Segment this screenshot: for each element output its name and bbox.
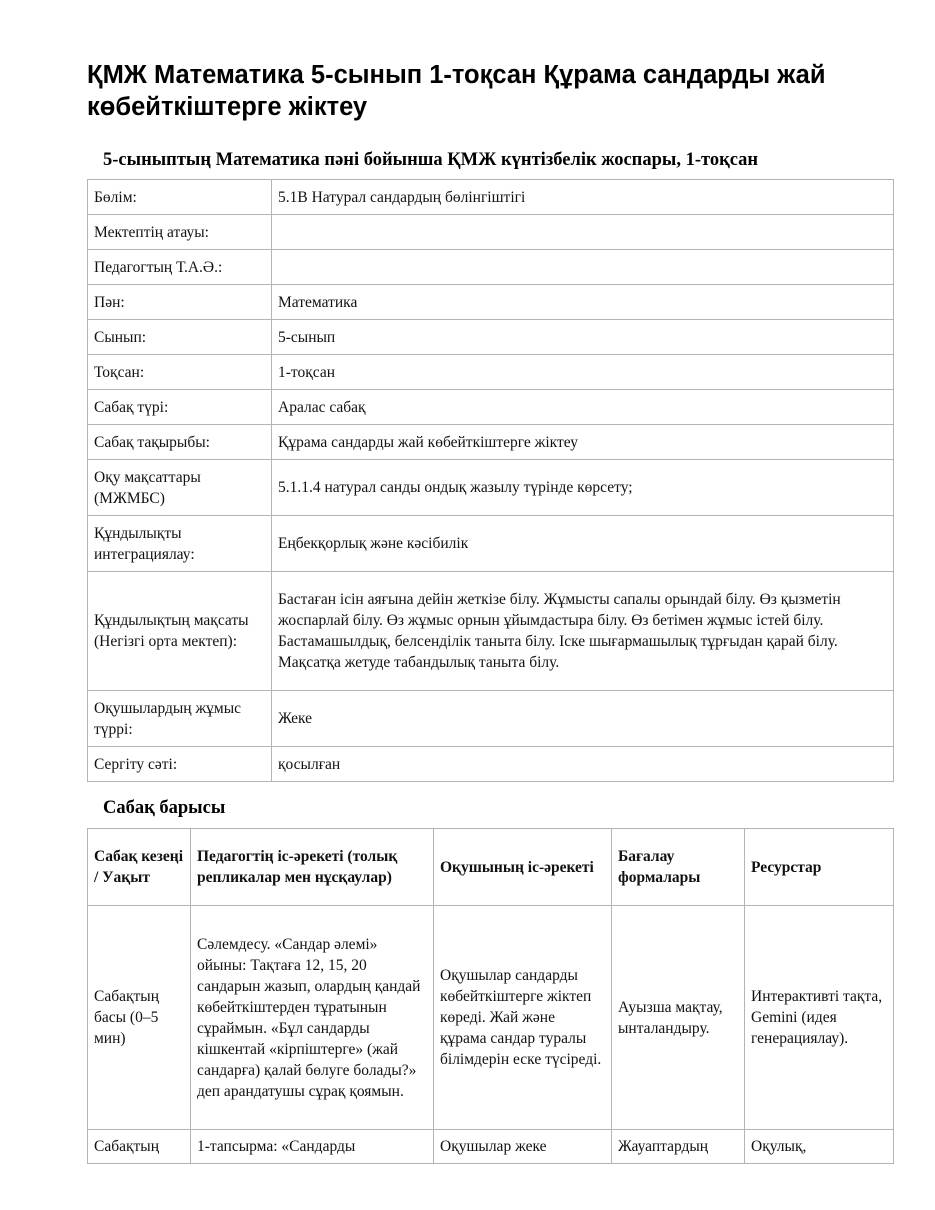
column-header: Оқушының іс-әрекеті: [434, 829, 612, 906]
info-value: 5-сынып: [272, 320, 894, 355]
table-row: [88, 425, 894, 460]
table-row: [88, 180, 894, 215]
table-header-row: [88, 829, 894, 906]
table-cell: 1-тапсырма: «Сандарды: [191, 1130, 434, 1164]
info-value: [272, 215, 894, 250]
table-row: [88, 460, 894, 516]
column-header: Педагогтің іс-әрекеті (толық репликалар мен нұсқаулар): [191, 829, 434, 906]
table-cell: Сабақтың басы (0–5 мин): [88, 906, 191, 1130]
info-label: Мектептің атауы:: [88, 215, 272, 250]
info-label: Сынып:: [88, 320, 272, 355]
info-value: Математика: [272, 285, 894, 320]
info-label: Оқушылардың жұмыс түррі:: [88, 691, 272, 747]
table-row: [88, 390, 894, 425]
info-value: 5.1.1.4 натурал санды ондық жазылу түрінде көрсету;: [272, 460, 894, 516]
info-label: Құндылықты интеграциялау:: [88, 516, 272, 572]
table-cell: Ауызша мақтау, ынталандыру.: [612, 906, 745, 1130]
table-cell: Оқушылар сандарды көбейткіштерге жіктеп көреді. Жай және құрама сандар туралы білімдерін еске түсіреді.: [434, 906, 612, 1130]
info-value: Құрама сандарды жай көбейткіштерге жіктеу: [272, 425, 894, 460]
column-header: Сабақ кезеңі / Уақыт: [88, 829, 191, 906]
info-value: Еңбекқорлық және кәсібилік: [272, 516, 894, 572]
table-row: [88, 691, 894, 747]
info-value: қосылған: [272, 747, 894, 782]
info-value: 1-тоқсан: [272, 355, 894, 390]
info-label: Пән:: [88, 285, 272, 320]
info-value: Бастаған ісін аяғына дейін жеткізе білу. Жұмысты сапалы орындай білу. Өз қызметін жоспарлай білу. Өз жұмыс орнын ұйымдастыра білу. Өз бетімен жұмыс істей білу. Бастамашылдық, белсенділік таныта білу. Іске шығармашылық тұрғыдан қарай білу. Мақсатқа жетуде табандылық таныта білу.: [272, 572, 894, 691]
info-label: Педагогтың Т.А.Ә.:: [88, 250, 272, 285]
table-cell: Оқулық,: [745, 1130, 894, 1164]
lesson-table: [87, 828, 894, 1164]
info-value: 5.1В Натурал сандардың бөлінгіштігі: [272, 180, 894, 215]
info-label: Сергіту сәті:: [88, 747, 272, 782]
table-row: [88, 572, 894, 691]
table-row: [88, 747, 894, 782]
info-label: Оқу мақсаттары (МЖМБС): [88, 460, 272, 516]
info-table: [87, 179, 894, 782]
document-title: ҚМЖ Математика 5-сынып 1-тоқсан Құрама сандарды жай көбейткіштерге жіктеу: [87, 61, 826, 121]
column-header: Бағалау формалары: [612, 829, 745, 906]
table-row: [88, 1130, 894, 1164]
info-label: Сабақ түрі:: [88, 390, 272, 425]
info-label: Тоқсан:: [88, 355, 272, 390]
table-cell: Интерактивті тақта, Gemini (идея генерациялау).: [745, 906, 894, 1130]
table-row: [88, 320, 894, 355]
table-row: [88, 355, 894, 390]
info-label: Сабақ тақырыбы:: [88, 425, 272, 460]
lesson-heading: Сабақ барысы: [103, 798, 226, 818]
table-row: [88, 250, 894, 285]
info-value: Жеке: [272, 691, 894, 747]
plan-heading: 5-сыныптың Математика пәні бойынша ҚМЖ күнтізбелік жоспары, 1-тоқсан: [103, 150, 759, 170]
info-label: Бөлім:: [88, 180, 272, 215]
table-cell: Оқушылар жеке: [434, 1130, 612, 1164]
column-header: Ресурстар: [745, 829, 894, 906]
table-cell: Жауаптардың: [612, 1130, 745, 1164]
info-value: [272, 250, 894, 285]
info-label: Құндылықтың мақсаты (Негізгі орта мектеп):: [88, 572, 272, 691]
table-row: [88, 516, 894, 572]
table-cell: Сәлемдесу. «Сандар әлемі» ойыны: Тақтаға 12, 15, 20 сандарын жазып, олардың қандай көбейткіштерден тұратынын сұраймын. «Бұл сандарды кішкентай «кірпіштерге» (жай сандарға) қалай бөлуге болады?» деп арандатушы сұрақ қоямын.: [191, 906, 434, 1130]
table-cell: Сабақтың: [88, 1130, 191, 1164]
table-row: [88, 285, 894, 320]
table-row: [88, 215, 894, 250]
info-value: Аралас сабақ: [272, 390, 894, 425]
table-row: [88, 906, 894, 1130]
